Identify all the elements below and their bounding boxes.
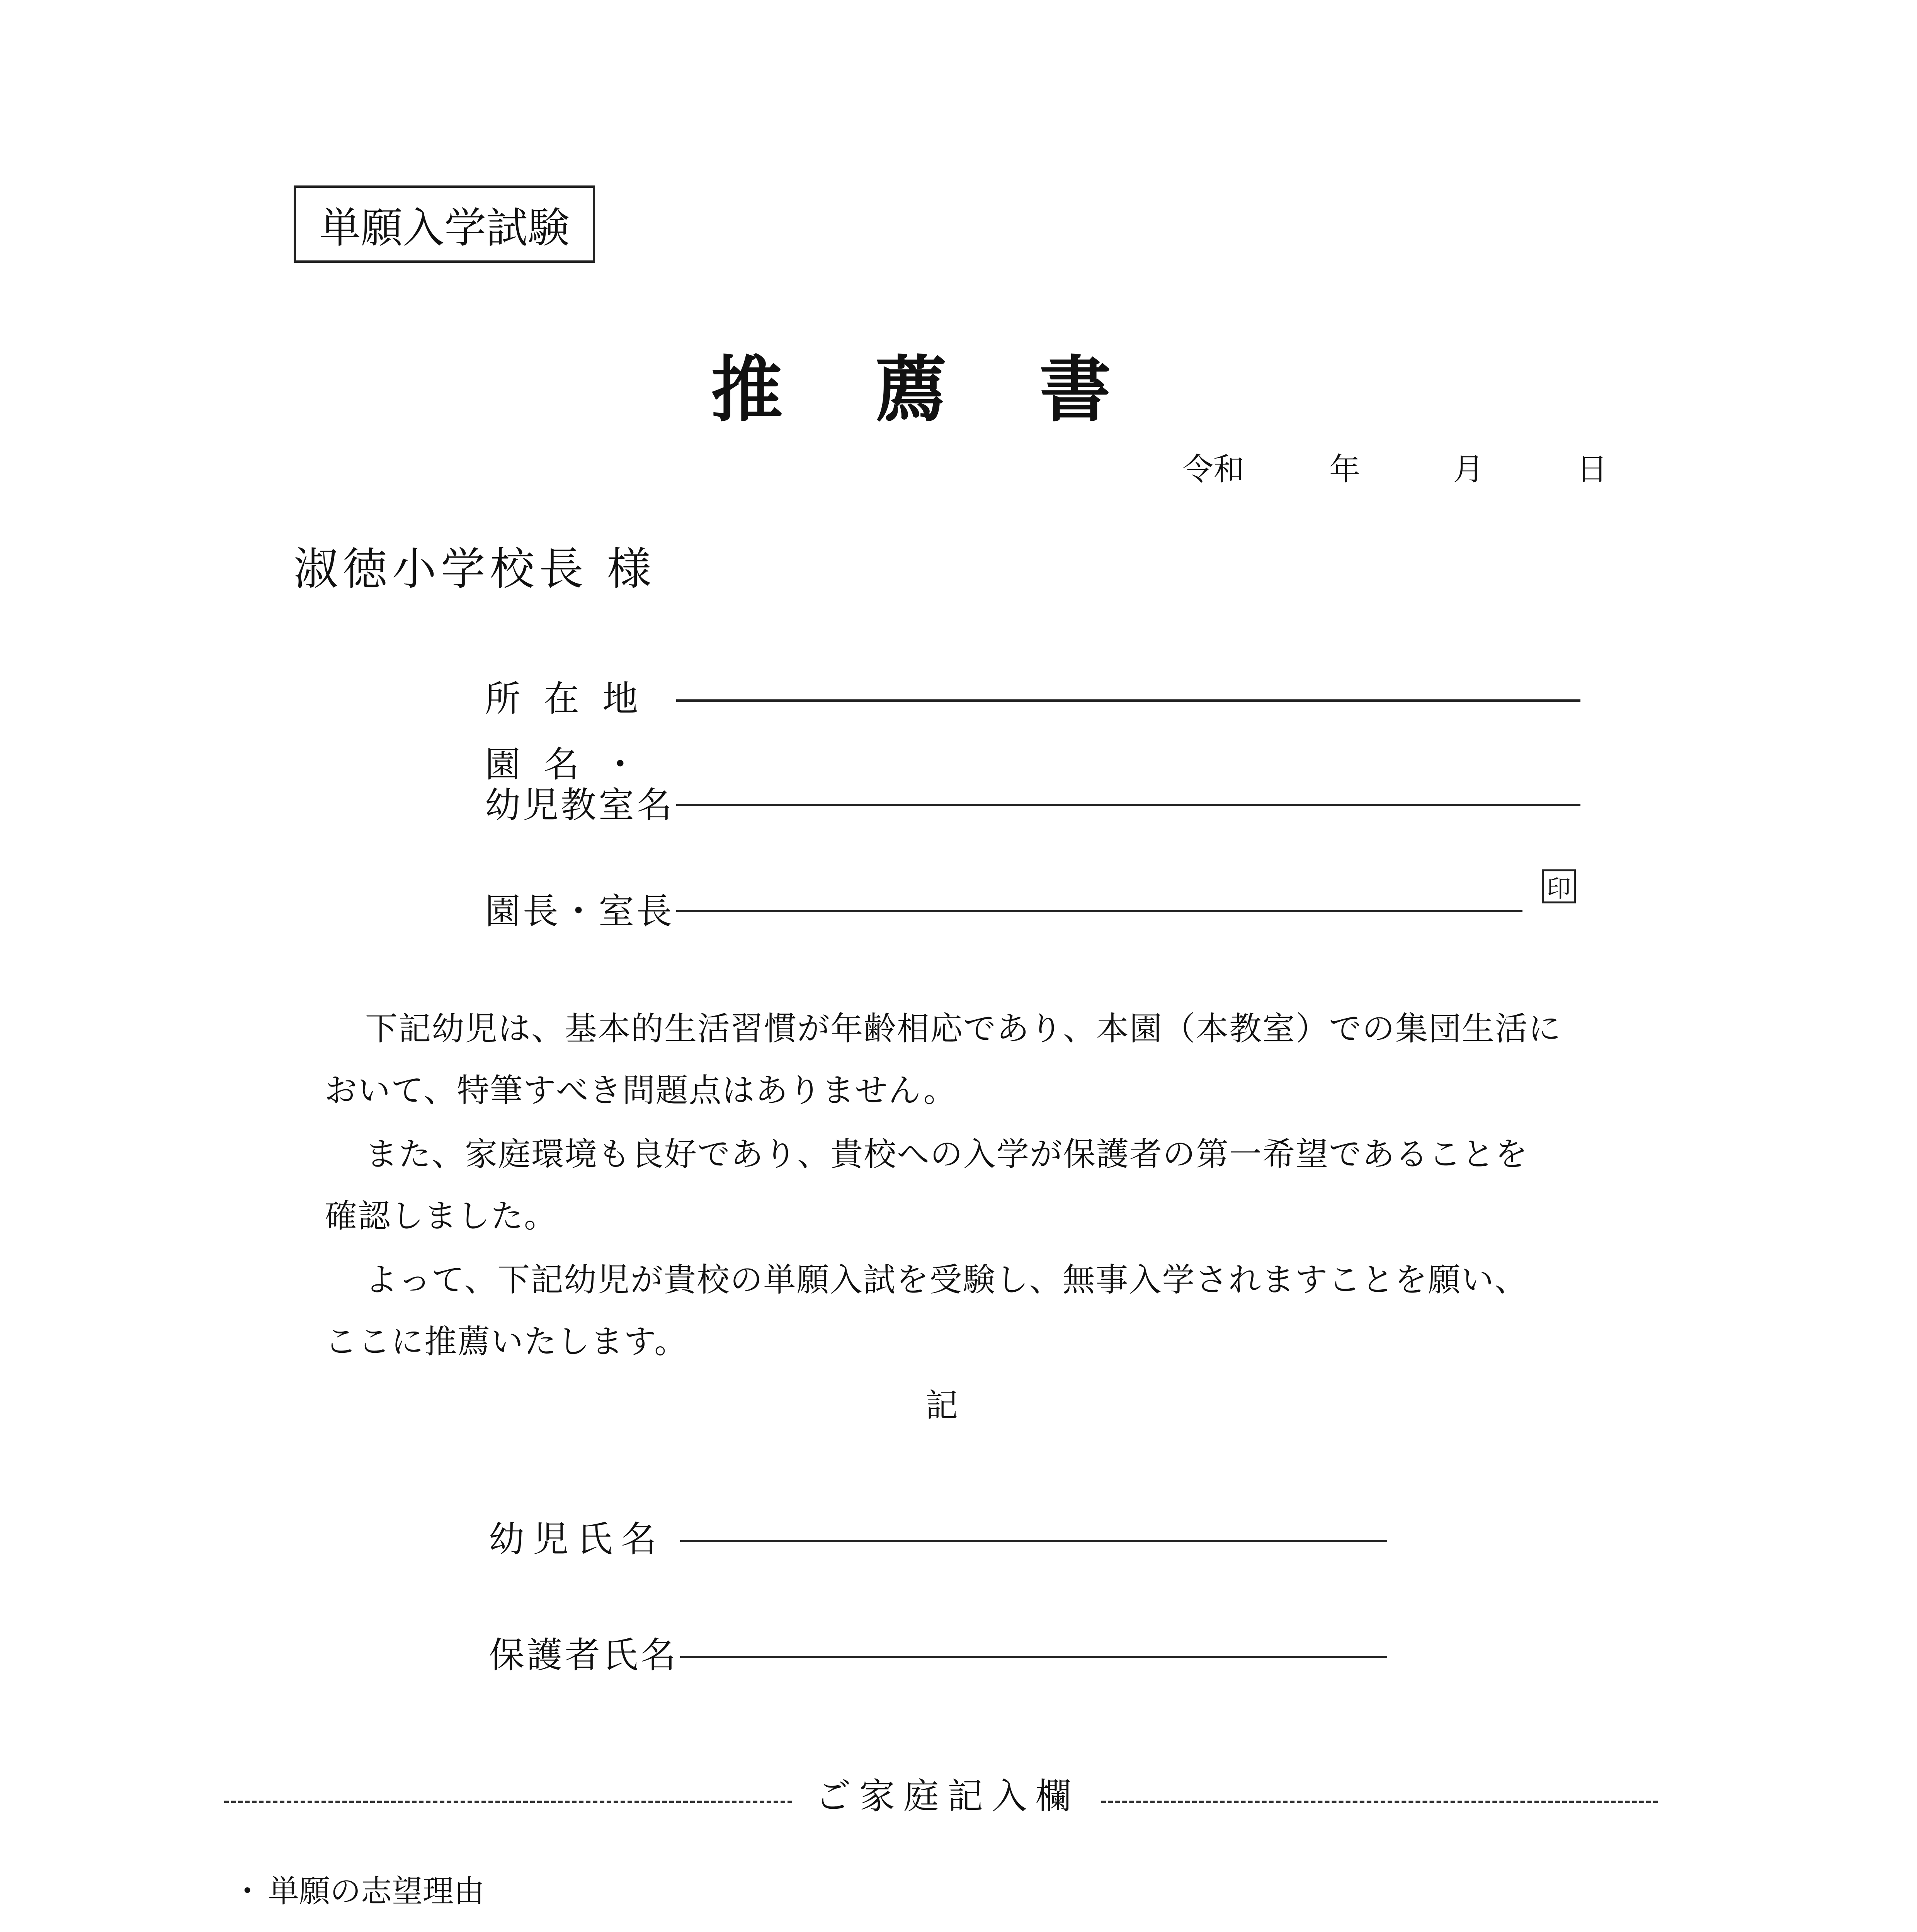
body-line: おいて、特筆すべき問題点はありません。 (325, 1071, 957, 1109)
date-day: 日 (1577, 451, 1607, 487)
section-divider-right (1101, 1801, 1658, 1803)
child-name-field[interactable] (680, 1540, 1387, 1542)
school-name-label-line2: 幼児教室名 (485, 784, 675, 826)
addressee: 淑徳小学校長 様 (294, 543, 656, 595)
seal-label: 印 (1546, 874, 1571, 903)
body-line: 確認しました。 (325, 1197, 558, 1235)
date-era: 令和 (1182, 451, 1244, 487)
location-field[interactable] (676, 699, 1580, 702)
guardian-name-field[interactable] (680, 1656, 1387, 1658)
exam-type-box (294, 185, 595, 263)
bullet-icon: ・ (232, 1873, 263, 1909)
document-title: 推薦書 (711, 347, 1204, 432)
date-row (1182, 444, 1607, 489)
location-label: 所在地 (485, 678, 662, 719)
date-year: 年 (1329, 451, 1360, 487)
seal-mark (1542, 869, 1576, 903)
family-item-label: 単願の志望理由 (268, 1873, 485, 1909)
date-month: 月 (1453, 451, 1484, 487)
principal-label: 園長・室長 (485, 891, 675, 932)
body-line: よって、下記幼児が貴校の単願入試を受験し、無事入学されますことを願い、 (365, 1261, 1528, 1299)
ki-heading: 記 (925, 1386, 958, 1424)
guardian-name-label: 保護者氏名 (489, 1634, 679, 1676)
section-divider-left (224, 1801, 792, 1803)
school-name-label-line1: 園名・ (485, 744, 662, 785)
body-line: ここに推薦いたします。 (325, 1323, 688, 1361)
child-name-label: 幼児氏名 (489, 1519, 665, 1560)
body-line: 下記幼児は、基本的生活習慣が年齢相応であり、本園（本教室）での集団生活に (365, 1010, 1562, 1048)
school-name-field[interactable] (676, 804, 1580, 806)
family-item-reason[interactable] (232, 1866, 485, 1911)
exam-type-label: 単願入学試験 (319, 204, 570, 252)
body-line: また、家庭環境も良好であり、貴校への入学が保護者の第一希望であることを (365, 1135, 1529, 1173)
principal-field[interactable] (676, 910, 1522, 912)
family-section-heading: ご家庭記入欄 (815, 1776, 1080, 1817)
